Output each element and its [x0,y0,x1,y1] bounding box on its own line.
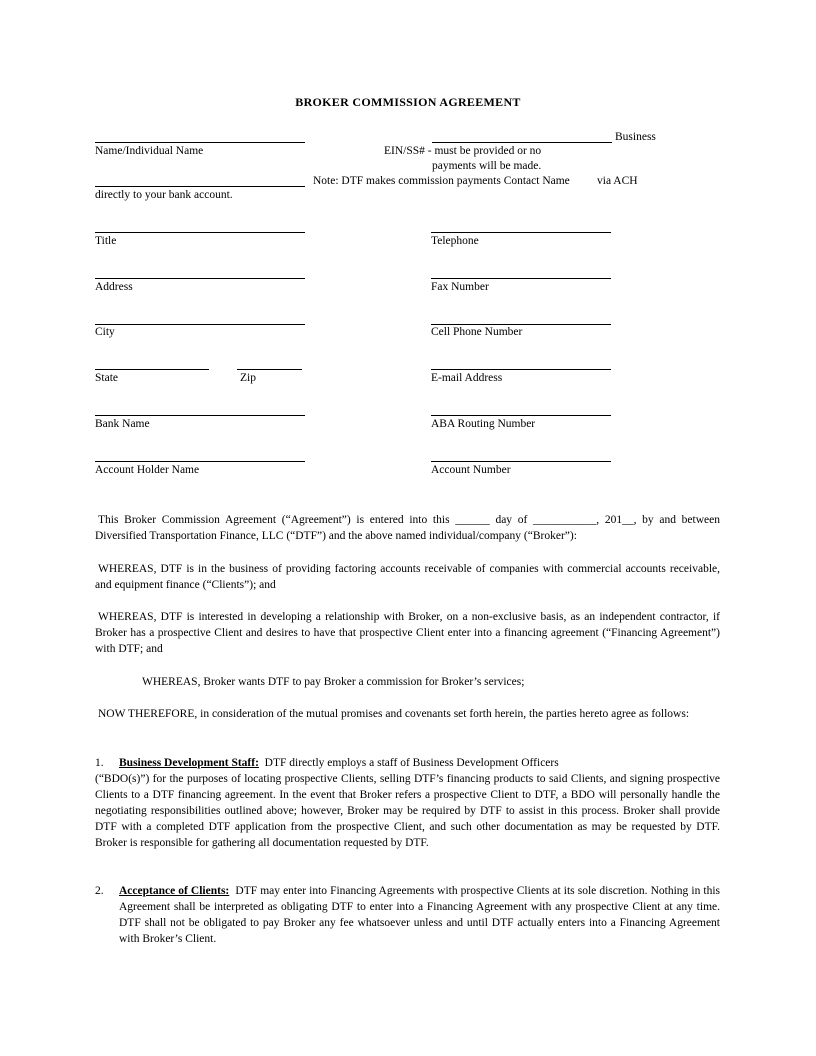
bank-name-label: Bank Name [95,418,150,430]
account-holder-label: Account Holder Name [95,464,200,476]
state-line[interactable] [95,369,209,370]
fax-label: Fax Number [431,281,489,293]
intro-paragraph: This Broker Commission Agreement (“Agreement”) is entered into this ______ day of ___________, 201__, by and between Diversified Transportation Finance, LLC (“DTF”) and the above named individual/company (“Broker”): [95,514,720,542]
telephone-label: Telephone [431,235,479,247]
fax-line[interactable] [431,278,611,279]
state-label: State [95,372,118,384]
section-1-first-line: DTF directly employs a staff of Business Development Officers [264,757,559,769]
zip-label: Zip [240,372,256,384]
contact-name-line[interactable] [95,186,305,187]
title-label: Title [95,235,117,247]
account-number-label: Account Number [431,464,511,476]
address-line[interactable] [95,278,305,279]
name-line[interactable] [95,142,305,143]
bank-name-line[interactable] [95,415,305,416]
via-ach-label: via ACH [597,175,638,187]
section-2-paragraph [119,883,720,947]
address-label: Address [95,281,133,293]
business-label: Business [615,131,656,143]
now-therefore-paragraph: NOW THEREFORE, in consideration of the mutual promises and covenants set forth herein, the parties hereto agree as follows: [98,708,690,720]
aba-routing-label: ABA Routing Number [431,418,536,430]
section-2-body: DTF may enter into Financing Agreements with prospective Clients at its sole discretion. Nothing in this Agreement shall be interpreted as obligating DTF to enter into a Financing Agreement with any prospective Client at any time. DTF shall not be obligated to pay Broker any fee whatsoever unless and until DTF actually enters into a Financing Agreement with Broker’s Client. [119,885,721,945]
section-1-body: (“BDO(s)”) for the purposes of locating prospective Clients, selling DTF’s financing products to said Clients, and signing prospective Clients to a DTF financing agreement. In the event that Broker refers a prospective Client to DTF, a BDO will personally handle the negotiating responsibilities outlined above; however, Broker may be required by DTF to assist in this process. Broker shall provide DTF with a completed DTF application from the prospective Client, and such other documentation as may be requested by DTF. Broker is responsible for gathering all documentation requested by DTF. [95,773,720,849]
whereas-3-paragraph: WHEREAS, Broker wants DTF to pay Broker a commission for Broker’s services; [142,676,525,688]
section-1-header [95,755,559,771]
account-holder-line[interactable] [95,461,305,462]
name-label: Name/Individual Name [95,145,204,157]
whereas-1-paragraph: WHEREAS, DTF is in the business of providing factoring accounts receivable of companies with commercial accounts receivable, and equipment finance (“Clients”); and [95,563,720,591]
business-line[interactable] [432,142,612,143]
ein-label: EIN/SS# - must be provided or no [384,145,542,157]
title-line[interactable] [95,232,305,233]
email-label: E-mail Address [431,372,503,384]
document-title: BROKER COMMISSION AGREEMENT [295,95,521,109]
telephone-line[interactable] [431,232,611,233]
section-1-number: 1. [95,757,104,769]
whereas-2-paragraph: WHEREAS, DTF is interested in developing a relationship with Broker, on a non-exclusive basis, as an independent contractor, if Broker has a prospective Client and desires to have that prospective Client enter into a financing agreement (“Financing Agreement”) with DTF; and [95,611,720,655]
zip-line[interactable] [237,369,302,370]
section-2-number: 2. [95,885,104,897]
city-line[interactable] [95,324,305,325]
section-1-heading: Business Development Staff: [119,757,259,769]
cell-phone-label: Cell Phone Number [431,326,523,338]
bank-account-label: directly to your bank account. [95,189,233,201]
note-label: Note: DTF makes commission payments Contact Name [313,175,570,187]
aba-routing-line[interactable] [431,415,611,416]
ein-cont-label: payments will be made. [432,160,542,172]
email-line[interactable] [431,369,611,370]
city-label: City [95,326,115,338]
section-2-heading: Acceptance of Clients: [119,885,230,897]
account-number-line[interactable] [431,461,611,462]
